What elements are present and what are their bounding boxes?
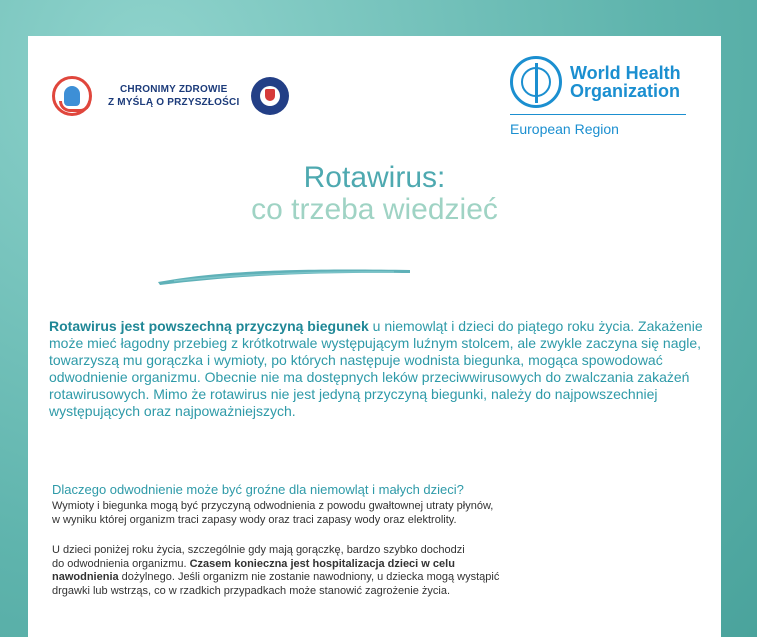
p2-text-2: dożylnego. Jeśli organizm nie zostanie nawodniony, u dziecka mogą wystąpić bbox=[118, 571, 500, 583]
p2-line-3 bbox=[52, 571, 582, 585]
campaign-line-1: CHRONIMY ZDROWIE bbox=[119, 84, 228, 95]
title-line-2: co trzeba wiedzieć bbox=[251, 193, 498, 226]
title-line-1: Rotawirus: bbox=[303, 161, 446, 194]
intro-bold: Rotawirus jest powszechną przyczyną biegunek bbox=[49, 318, 369, 334]
family-hands-icon bbox=[52, 76, 92, 116]
who-name-line-2: Organization bbox=[570, 81, 681, 101]
campaign-slogan bbox=[108, 83, 239, 109]
p2-bold-2: nawodnienia bbox=[52, 571, 119, 583]
sanitary-inspection-emblem-icon bbox=[251, 77, 289, 115]
who-region: European Region bbox=[510, 121, 619, 137]
page-title bbox=[28, 162, 721, 226]
section-paragraph-1 bbox=[52, 500, 582, 527]
brush-stroke-divider bbox=[154, 262, 414, 292]
p2-line-2 bbox=[52, 558, 582, 572]
section-heading: Dlaczego odwodnienie może być groźne dla niemowląt i małych dzieci? bbox=[52, 482, 464, 497]
intro-text: u niemowląt i dzieci do piątego roku życia. Zakażenie może mieć łagodny przebieg z krótkotrwale występującym luźnym stolcem, ale zwykle zaczyna się nagle, towarzyszą mu gorączka i wymioty, po których następuje wodnista biegunka, mogąca spowodować odwodnienie organizmu. Obecnie nie ma dostępnych leków przeciwwirusowych do zwalczania zakażeń rotawirusowych. Mimo że rotawirus nie jest jedyną przyczyną biegunki, należy do najpowszechniej występujących oraz najpoważniejszych. bbox=[49, 318, 703, 419]
p1-line-1: Wymioty i biegunka mogą być przyczyną odwodnienia z powodu gwałtownej utraty płynów, bbox=[52, 500, 494, 512]
p2-line-1: U dzieci poniżej roku życia, szczególnie gdy mają gorączkę, bardzo szybko dochodzi bbox=[52, 544, 465, 556]
who-emblem-icon bbox=[510, 56, 562, 108]
who-divider bbox=[510, 114, 686, 115]
section-paragraph-2 bbox=[52, 544, 582, 598]
intro-paragraph bbox=[49, 318, 707, 420]
p2-line-4: drgawki lub wstrząs, co w rzadkich przypadkach może stanowić zagrożenie życia. bbox=[52, 584, 450, 597]
who-name bbox=[570, 64, 681, 100]
who-logo bbox=[510, 56, 700, 137]
p1-line-2: w wyniku której organizm traci zapasy wody oraz traci zapasy wody oraz elektrolity. bbox=[52, 513, 457, 526]
p2-bold-1: Czasem konieczna jest hospitalizacja dzieci w celu bbox=[189, 557, 455, 570]
campaign-line-2: Z MYŚLĄ O PRZYSZŁOŚCI bbox=[108, 97, 240, 108]
leaflet-page bbox=[28, 36, 721, 637]
who-name-line-1: World Health bbox=[570, 63, 681, 83]
p2-text-1: do odwodnienia organizmu. bbox=[52, 557, 190, 570]
campaign-logo bbox=[52, 76, 289, 116]
